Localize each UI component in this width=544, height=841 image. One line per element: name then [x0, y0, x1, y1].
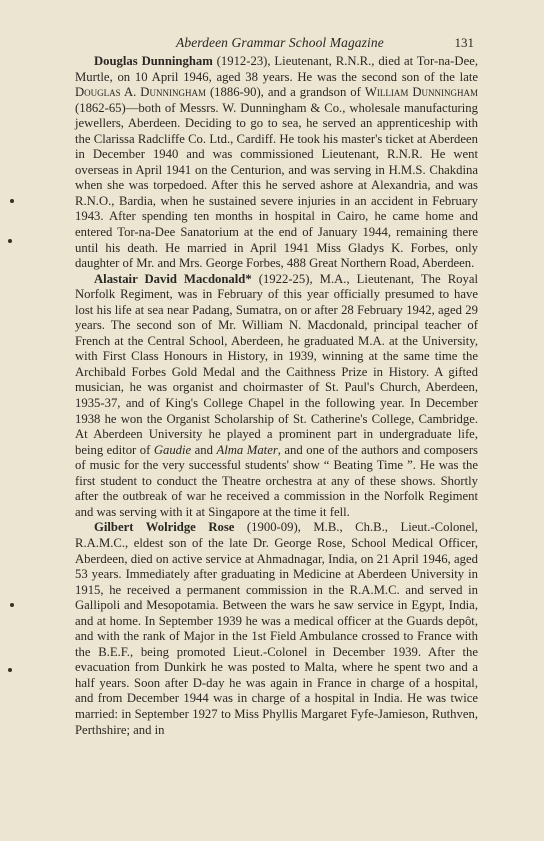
entry-text: (1862-65)—both of Messrs. W. Dunningham & Co., wholesale manufacturing jewellers, Aberdeen. Deciding to go to sea, he served an apprenticeship with the Clarissa Radcliffe Co. Ltd., Cardiff. He took his master's ticket at Aberdeen in December 1940 and was commissioned Lieutenant, R.N.R. He went overseas in April 1941 on the Centurion, and was serving in H.M.S. Chakdina when she was torpedoed. After this he served ashore at Alexandria, and was R.N.O., Bardia, when he sustained severe injuries in an accident in February 1943. After spending ten months in hospital in Cairo, he came home and entered Tor-na-Dee Sanatorium at the end of January 1944, remaining there until his death. He married in April 1941 Miss Gladys K. Forbes, only daughter of Mr. and Mrs. George Forbes, 488 Great Northern Road, Aberdeen.: [75, 100, 478, 271]
running-title: Aberdeen Grammar School Magazine: [176, 35, 384, 50]
entry-text: (1922-25), M.A., Lieutenant, The Royal Norfolk Regiment, was in February of this year officially presumed to have lost his life at sea near Padang, Sumatra, on or after 28 February 1942, aged 29 years. The second son of Mr. William N. Macdonald, principal teacher of French at the Central School, Aberdeen, he graduated M.A. at the University, with First Class Honours in History, in 1939, winning at the same time the Archibald Forbes Gold Medal and the Caithness Prize in History. A gifted musician, he was organist and choirmaster of St. Paul's Church, Aberdeen, 1935-37, and of King's College Chapel in the following year. In December 1938 he won the Organist Scholarship of St. Catherine's College, Cambridge. At Aberdeen University he played a prominent part in undergraduate life, being editor of: [75, 271, 478, 457]
obituary-entry-macdonald: [75, 272, 478, 521]
obituary-entry-rose: [75, 520, 478, 738]
entry-text: , and one of the authors and composers of music for the very successful students' show “ Beating Time ”. He was the first student to conduct the Theatre orchestra at any of these shows. Shortly after the outbreak of war he received a commission in the Norfolk Regiment and was serving with it at Singapore at the time it fell.: [75, 442, 478, 519]
obituary-entry-dunningham: [75, 54, 478, 272]
entry-text: (1900-09), M.B., Ch.B., Lieut.-Colonel, R.A.M.C., eldest son of the late Dr. George Rose, School Medical Officer, Aberdeen, died on active service at Ahmadnagar, India, on 21 April 1946, aged 53 years. Immediately after graduating in Medicine at Aberdeen University in 1915, he received a permanent commission in the R.A.M.C. and served in Gallipoli and Mesopotamia. Between the wars he saw service in Egypt, India, and at home. In September 1939 he was a medical officer at the Guards depôt, and with the rank of Major in the 1st Field Ambulance crossed to France with the B.E.F., being promoted Lieut.-Colonel in December 1939. After the evacuation from Dunkirk he was posted to Malta, where he spent two and a half years. Soon after D-day he was again in France in charge of a hospital, and from December 1944 was in charge of a hospital in India. He was twice married: in September 1927 to Miss Phyllis Margaret Fyfe-Jamieson, Ruthven, Perthshire; and in: [75, 520, 478, 737]
entry-name-reference: Douglas A. Dunningham: [75, 85, 206, 100]
entry-name: Alastair David Macdonald*: [94, 271, 252, 286]
entry-name: Douglas Dunningham: [94, 54, 213, 68]
publication-title: Gaudie: [153, 442, 192, 457]
entry-text: and: [191, 442, 217, 457]
running-header: [76, 35, 474, 55]
publication-title: Alma Mater: [216, 442, 278, 457]
page-number: 131: [454, 35, 474, 50]
entry-text: (1912-23), Lieutenant, R.N.R., died at Tor-na-Dee, Murtle, on 10 April 1946, aged 38 years. He was the second son of the late: [75, 54, 479, 84]
margin-mark: [8, 239, 12, 243]
entry-text: (1886-90), and a grandson of: [205, 85, 365, 100]
margin-mark: [10, 603, 14, 607]
margin-mark: [8, 668, 12, 672]
obituary-column: [75, 54, 478, 738]
margin-mark: [10, 199, 14, 203]
entry-name: Gilbert Wolridge Rose: [94, 520, 235, 535]
entry-name-reference: William Dunningham: [364, 85, 478, 100]
